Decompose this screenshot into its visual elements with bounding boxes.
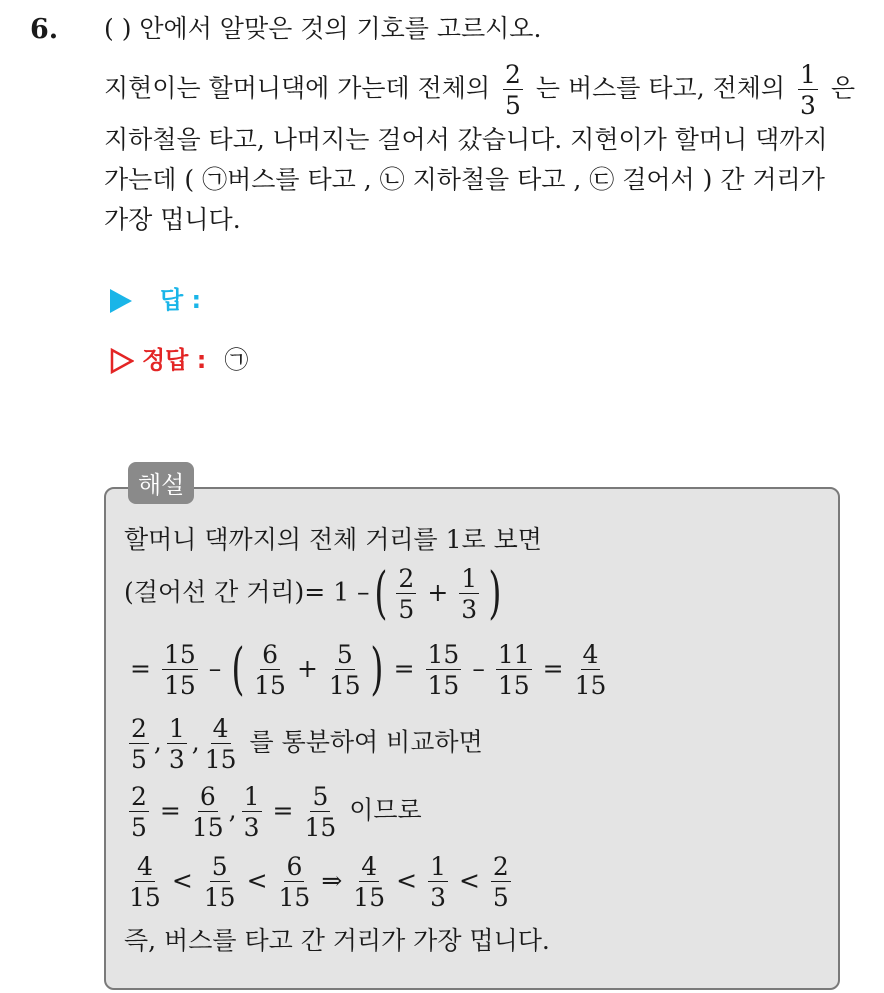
fraction (162, 642, 198, 698)
q-text: 은 (830, 73, 856, 103)
denominator: 3 (430, 883, 446, 912)
denominator: 15 (163, 671, 196, 700)
denominator: 15 (191, 813, 224, 842)
play-outline-icon (110, 348, 134, 374)
solution-line-5: $\frac{2}{5}$ = $\frac{6}{15}$ , $\frac{1}{3}$ = $\frac{5}{15}$ 이므로 (131, 782, 422, 842)
play-filled-icon (110, 289, 132, 313)
answer-row (110, 280, 201, 315)
correct-answer-value: ㉠ (224, 346, 249, 374)
math-operator: + (296, 653, 318, 683)
math-operator: < (396, 865, 418, 895)
math-operator: = (542, 653, 564, 683)
denominator: 5 (131, 745, 147, 774)
fraction (129, 716, 149, 772)
solution-line-2 (124, 561, 506, 626)
denominator: 15 (304, 813, 337, 842)
question-line-3: 가는데 ( ㉠버스를 타고 , ㉡ 지하철을 타고 , ㉢ 걸어서 ) 간 거리가 (104, 165, 825, 194)
big-paren: ) (370, 637, 384, 702)
fraction (575, 642, 607, 698)
math-operator: = (159, 795, 181, 825)
answer-label: 답 : (160, 286, 202, 314)
numerator: 2 (131, 714, 147, 743)
fraction (167, 716, 187, 772)
numerator: 2 (398, 564, 415, 593)
big-paren: ( (231, 637, 245, 702)
numerator: 4 (361, 852, 378, 881)
numerator: 11 (497, 640, 530, 669)
question-line-2: 지하철을 타고, 나머지는 걸어서 갔습니다. 지현이가 할머니 댁까지 (104, 125, 828, 154)
question-line-1 (104, 62, 855, 118)
numerator: 15 (163, 640, 196, 669)
fraction (242, 784, 262, 840)
math-operator: ⇒ (321, 865, 343, 895)
fraction (459, 566, 479, 622)
numerator: 1 (430, 852, 446, 881)
fraction (254, 642, 286, 698)
fraction (304, 784, 336, 840)
fraction (279, 854, 311, 910)
solution-line-7: 즉, 버스를 타고 간 거리가 가장 멉니다. (124, 926, 550, 955)
text-segment: (걸어선 간 거리)= 1 – (124, 577, 370, 607)
denominator: 15 (129, 883, 161, 912)
fraction (491, 854, 511, 910)
math-operator: < (171, 865, 193, 895)
numerator: 5 (312, 782, 329, 811)
solution-line-1: 할머니 댁까지의 전체 거리를 1로 보면 (124, 525, 542, 554)
numerator: 6 (262, 640, 278, 669)
fraction (496, 642, 532, 698)
numerator: 15 (427, 640, 460, 669)
numerator: 1 (243, 782, 260, 811)
numerator: 4 (212, 714, 229, 743)
fraction (426, 642, 462, 698)
numerator: 1 (168, 714, 185, 743)
denominator: 15 (203, 883, 236, 912)
denominator: 3 (243, 813, 260, 842)
fraction (428, 854, 448, 910)
fraction (205, 716, 237, 772)
q-text: 는 버스를 타고, 전체의 (535, 73, 786, 103)
big-paren: ( (373, 561, 388, 626)
denominator: 15 (254, 671, 286, 700)
math-operator: – (472, 653, 485, 683)
fraction (798, 62, 818, 118)
fraction (396, 566, 416, 622)
math-operator: = (393, 653, 415, 683)
math-operator: < (246, 865, 268, 895)
big-paren: ) (488, 561, 502, 626)
fraction (329, 642, 361, 698)
numerator: 6 (199, 782, 216, 811)
solution-line-6 (124, 854, 516, 910)
solution-line-4: $\frac{2}{5}$ , $\frac{1}{3}$ , $\frac{4}{15}$ 를 통분하여 비교하면 (131, 714, 483, 774)
question-prompt: ( ) 안에서 알맞은 것의 기호를 고르시오. (104, 14, 542, 43)
denominator: 3 (800, 91, 816, 120)
math-operator: = (272, 795, 294, 825)
math-operator: < (458, 865, 480, 895)
math-operator: + (427, 577, 449, 607)
denominator: 15 (574, 671, 607, 700)
denominator: 5 (505, 91, 521, 120)
denominator: 3 (461, 595, 478, 624)
numerator: 1 (461, 564, 478, 593)
denominator: 15 (427, 671, 460, 700)
question-line-4: 가장 멉니다. (104, 205, 241, 234)
fraction (129, 854, 161, 910)
numerator: 6 (286, 852, 303, 881)
numerator: 2 (131, 782, 147, 811)
denominator: 5 (398, 595, 415, 624)
correct-answer-row (110, 340, 248, 375)
solution-tag: 해설 (128, 462, 194, 504)
text-segment: 이므로 (349, 795, 422, 825)
denominator: 5 (131, 813, 147, 842)
denominator: 15 (328, 671, 361, 700)
numerator: 5 (336, 640, 353, 669)
fraction (503, 62, 523, 118)
denominator: 15 (204, 745, 237, 774)
text-segment: 를 통분하여 비교하면 (249, 727, 483, 757)
numerator: 4 (582, 640, 599, 669)
denominator: 15 (353, 883, 386, 912)
fraction (192, 784, 224, 840)
math-operator: = (130, 653, 151, 683)
solution-line-3 (124, 637, 611, 702)
denominator: 3 (168, 745, 185, 774)
q-text: 지현이는 할머니댁에 가는데 전체의 (104, 73, 491, 103)
numerator: 4 (136, 852, 153, 881)
denominator: 15 (278, 883, 311, 912)
numerator: 5 (211, 852, 228, 881)
numerator: 2 (492, 852, 509, 881)
denominator: 15 (497, 671, 530, 700)
numerator: 1 (800, 60, 816, 89)
fraction (129, 784, 149, 840)
math-operator: – (208, 653, 222, 683)
fraction (204, 854, 236, 910)
fraction (353, 854, 385, 910)
question-number: 6. (30, 14, 59, 45)
numerator: 2 (505, 60, 521, 89)
correct-answer-label: 정답 : (142, 346, 207, 374)
denominator: 5 (492, 883, 509, 912)
